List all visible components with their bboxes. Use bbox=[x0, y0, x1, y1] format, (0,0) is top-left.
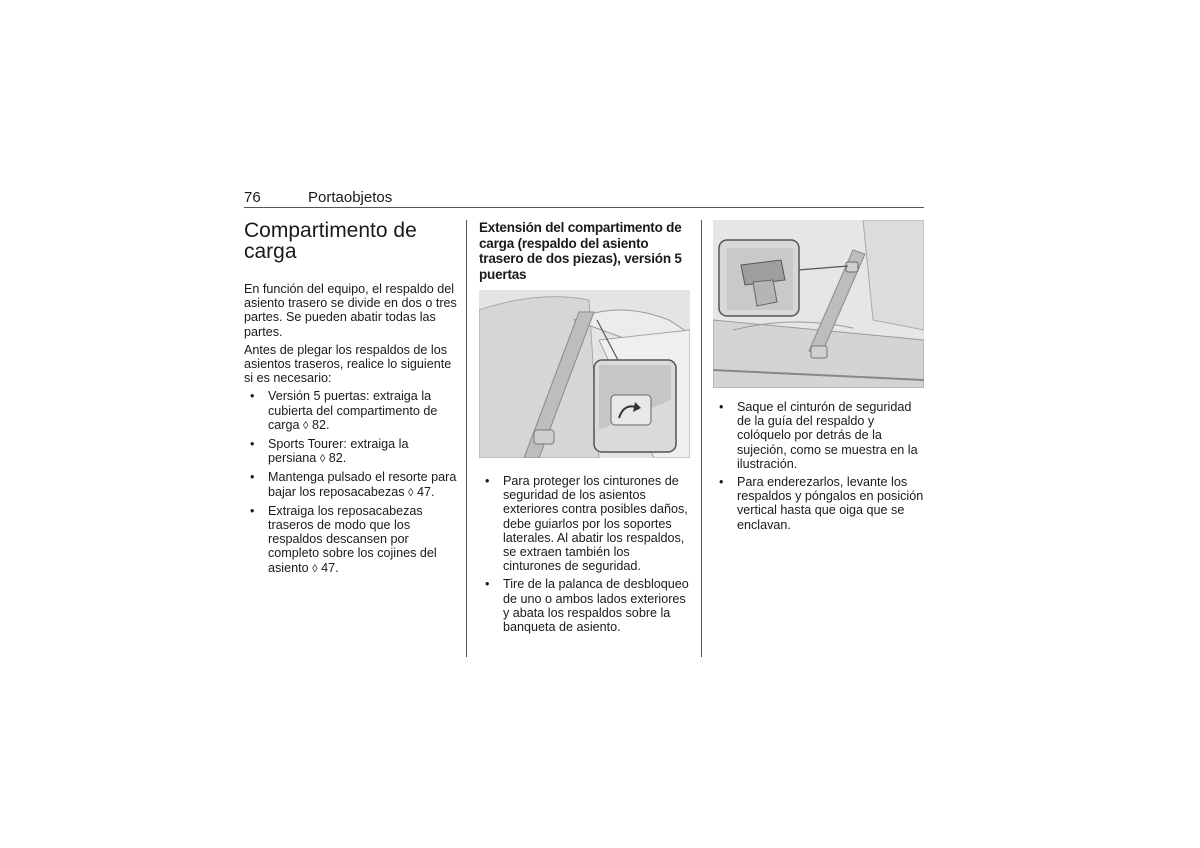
column-2 bbox=[479, 220, 691, 638]
intro-paragraph: En función del equipo, el respaldo del asiento trasero se divide en dos o tres partes. Se pueden abatir todas las partes. bbox=[244, 282, 457, 339]
seatbelt-holder-illustration bbox=[713, 220, 924, 388]
column-divider bbox=[701, 220, 702, 657]
column-divider bbox=[466, 220, 467, 657]
page-ref-icon: ◊ bbox=[303, 419, 309, 432]
list-item: • Extraiga los reposacabezas traseros de modo que los respaldos descansen por completo sobre los cojines del asiento ◊ 47. bbox=[250, 503, 437, 575]
bullet-icon: • bbox=[250, 470, 255, 485]
page-ref-icon: ◊ bbox=[319, 453, 326, 466]
section-heading: Extensión del compartimento de carga (respaldo del asiento trasero de dos piezas), versión 5 puertas bbox=[479, 220, 682, 282]
list-item: • Para proteger los cinturones de seguridad de los asientos exteriores contra posibles daños, debe guiarlos por los soportes laterales. Al abatir los respaldos, se extraen también los cinturones de seguridad. bbox=[485, 474, 688, 574]
bullet-icon: • bbox=[485, 577, 490, 592]
seatbelt-guide-illustration bbox=[479, 290, 690, 458]
bullet-icon: • bbox=[250, 437, 255, 452]
bullet-icon: • bbox=[250, 389, 255, 404]
procedure-list bbox=[713, 400, 925, 532]
list-item: • Saque el cinturón de seguridad de la guía del respaldo y colóquelo por detrás de la sujeción, como se muestra en la ilustración. bbox=[719, 400, 918, 471]
page-ref[interactable]: 47. bbox=[416, 484, 435, 499]
bullet-icon: • bbox=[719, 475, 724, 490]
page-ref-icon: ◊ bbox=[312, 562, 318, 575]
prep-list bbox=[244, 389, 458, 575]
page-ref[interactable]: 82. bbox=[328, 451, 347, 466]
bullet-icon: • bbox=[719, 400, 724, 414]
list-item: • Tire de la palanca de desbloqueo de uno o ambos lados exteriores y abata los respaldos sobre la banqueta de asiento. bbox=[485, 577, 689, 635]
prep-paragraph: Antes de plegar los respaldos de los asientos traseros, realice lo siguiente si es necesario: bbox=[244, 342, 452, 386]
page-header bbox=[244, 189, 924, 208]
page-ref[interactable]: 82. bbox=[311, 417, 330, 432]
page-ref[interactable]: 47. bbox=[321, 560, 339, 575]
list-item: • Versión 5 puertas: extraiga la cubierta del compartimento de carga ◊ 82. bbox=[250, 389, 438, 432]
section-title: Portaobjetos bbox=[308, 189, 393, 206]
page-title: Compartimento de carga bbox=[244, 219, 417, 263]
procedure-list bbox=[479, 474, 691, 634]
list-item: • Mantenga pulsado el resorte para bajar los reposacabezas ◊ 47. bbox=[250, 470, 457, 499]
page-ref-icon: ◊ bbox=[408, 486, 414, 499]
list-item: • Para enderezarlos, levante los respaldos y póngalos en posición vertical hasta que oiga que se enclavan. bbox=[719, 475, 924, 532]
bullet-icon: • bbox=[250, 503, 255, 518]
bullet-icon: • bbox=[485, 474, 490, 488]
page-number: 76 bbox=[244, 189, 261, 206]
column-1 bbox=[244, 220, 458, 580]
column-3 bbox=[713, 220, 925, 536]
list-item: • Sports Tourer: extraiga la persiana ◊ 82. bbox=[250, 437, 409, 466]
